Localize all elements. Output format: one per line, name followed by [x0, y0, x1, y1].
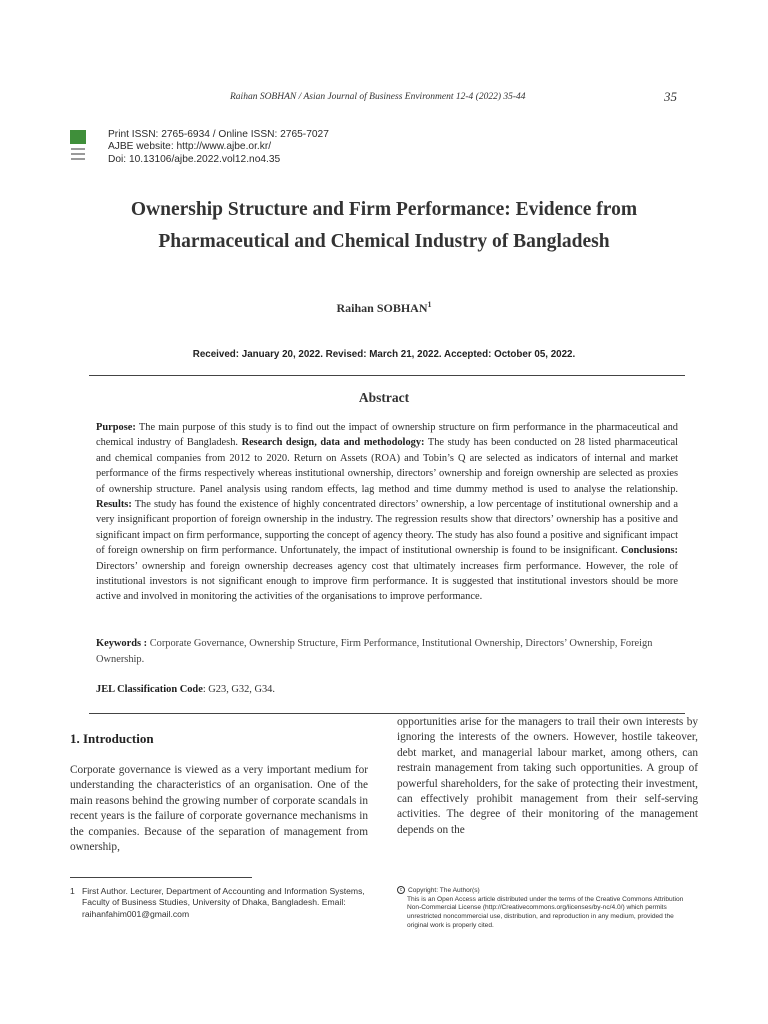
introduction-heading: 1. Introduction [70, 731, 154, 746]
article-dates: Received: January 20, 2022. Revised: March 21, 2022. Accepted: October 05, 2022. [192, 349, 576, 360]
journal-logo [70, 130, 86, 164]
design-label: Research design, data and methodology: [241, 437, 425, 449]
author-line [70, 300, 698, 316]
design-text: The study has been conducted on 28 listed pharmaceutical and chemical companies from 2012 to 2020. Return on Assets (ROA) and Tobin’s Q are selected as indicators of internal and market performance of the firms respectively whereas institutional ownership, directors’ ownership and foreign ownership are selected as proxies of ownership structure. Panel analysis using random effects, lag method and time dummy method is used to analyse the relationship. [96, 437, 678, 495]
purpose-text: The main purpose of this study is to find out the impact of ownership structure on firm performance in the pharmaceutical and chemical industry of Bangladesh. [96, 422, 678, 449]
journal-info [108, 129, 329, 166]
title-line-2: Pharmaceutical and Chemical Industry of Bangladesh [158, 231, 610, 252]
title-line-1: Ownership Structure and Firm Performance: Evidence from [130, 199, 638, 220]
results-text: The study has found the existence of highly concentrated directors’ ownership, a low percentage of institutional ownership and a very insignificant proportion of foreign ownership in the industry. The regression results show that directors’ ownership has a positive and significant impact on firm performance, supporting the concept of agency theory. The study has also found a positive and significant impact of foreign ownership on firm performance. Unfortunately, the impact of institutional ownership is found to be insignificant. [96, 499, 678, 557]
jel-label: JEL Classification Code [96, 684, 203, 695]
results-label: Results: [96, 499, 132, 511]
introduction-right-column: opportunities arise for the managers to trail their own interests by ignoring the interests of the owners. However, hostile takeover, debt market, and managerial labour market, among others, can restrain management from taking such opportunities. A group of powerful shareholders, for the sake of protecting their investment, can effectively prohibit management from their self-serving activities. The degree of their monitoring of the management depends on the [397, 716, 698, 836]
abstract-divider [89, 713, 685, 714]
abstract-heading: Abstract [358, 390, 410, 405]
issn-line: Print ISSN: 2765-6934 / Online ISSN: 2765-7027 [108, 129, 329, 140]
abstract-body [96, 420, 678, 605]
keywords-text: Corporate Governance, Ownership Structure, Firm Performance, Institutional Ownership, Directors’ Ownership, Foreign Ownership. [96, 638, 653, 665]
copyright-icon: c [397, 886, 405, 894]
footnote-text: First Author. Lecturer, Department of Accounting and Information Systems, Faculty of Business Studies, University of Dhaka, Bangladesh. Email: raihanfahim001@gmail.com [82, 886, 365, 919]
running-head: Raihan SOBHAN / Asian Journal of Business Environment 12-4 (2022) 35-44 [230, 92, 526, 102]
website-line[interactable]: AJBE website: http://www.ajbe.or.kr/ [108, 141, 272, 153]
footnote-divider [70, 877, 252, 878]
jel-text: : G23, G32, G34. [202, 684, 275, 695]
conclusions-label: Conclusions: [620, 545, 678, 557]
jel-code [96, 684, 678, 695]
conclusions-text: Directors’ ownership and foreign ownership decreases agency cost that ultimately increases firm performance. However, the role of institutional investors is not significant enough to improve firm performance. It is suggested that institutional investors should be more active and involved in monitoring the activities of the organisations to improve performance. [96, 560, 678, 603]
footnote-number: 1 [70, 886, 75, 896]
copyright-line: Copyright: The Author(s) [408, 886, 480, 894]
license-notice [397, 886, 687, 931]
author-name: Raihan SOBHAN [336, 301, 428, 315]
footnote [70, 886, 370, 920]
purpose-label: Purpose: [96, 422, 136, 433]
introduction-left-column: Corporate governance is viewed as a very important medium for understanding the characteristics of an organisation. One of the main reasons behind the growing number of corporate scandals in recent years is the failure of corporate governance mechanisms in the companies. Because of the separation of management from ownership, [70, 764, 368, 854]
page-number: 35 [664, 89, 677, 104]
license-text: This is an Open Access article distributed under the terms of the Creative Commons Attribution Non-Commercial License (http://Creativecommons.org/licenses/by-nc/4.0/) which permits unrestricted noncommercial use, distribution, and reproduction in any medium, provided the original work is properly cited. [407, 895, 684, 929]
keywords [96, 636, 678, 668]
article-title [70, 194, 698, 258]
author-footnote-marker: 1 [427, 300, 432, 309]
keywords-label: Keywords : [96, 638, 148, 649]
top-divider [89, 375, 685, 376]
doi-line[interactable]: Doi: 10.13106/ajbe.2022.vol12.no4.35 [108, 153, 281, 165]
